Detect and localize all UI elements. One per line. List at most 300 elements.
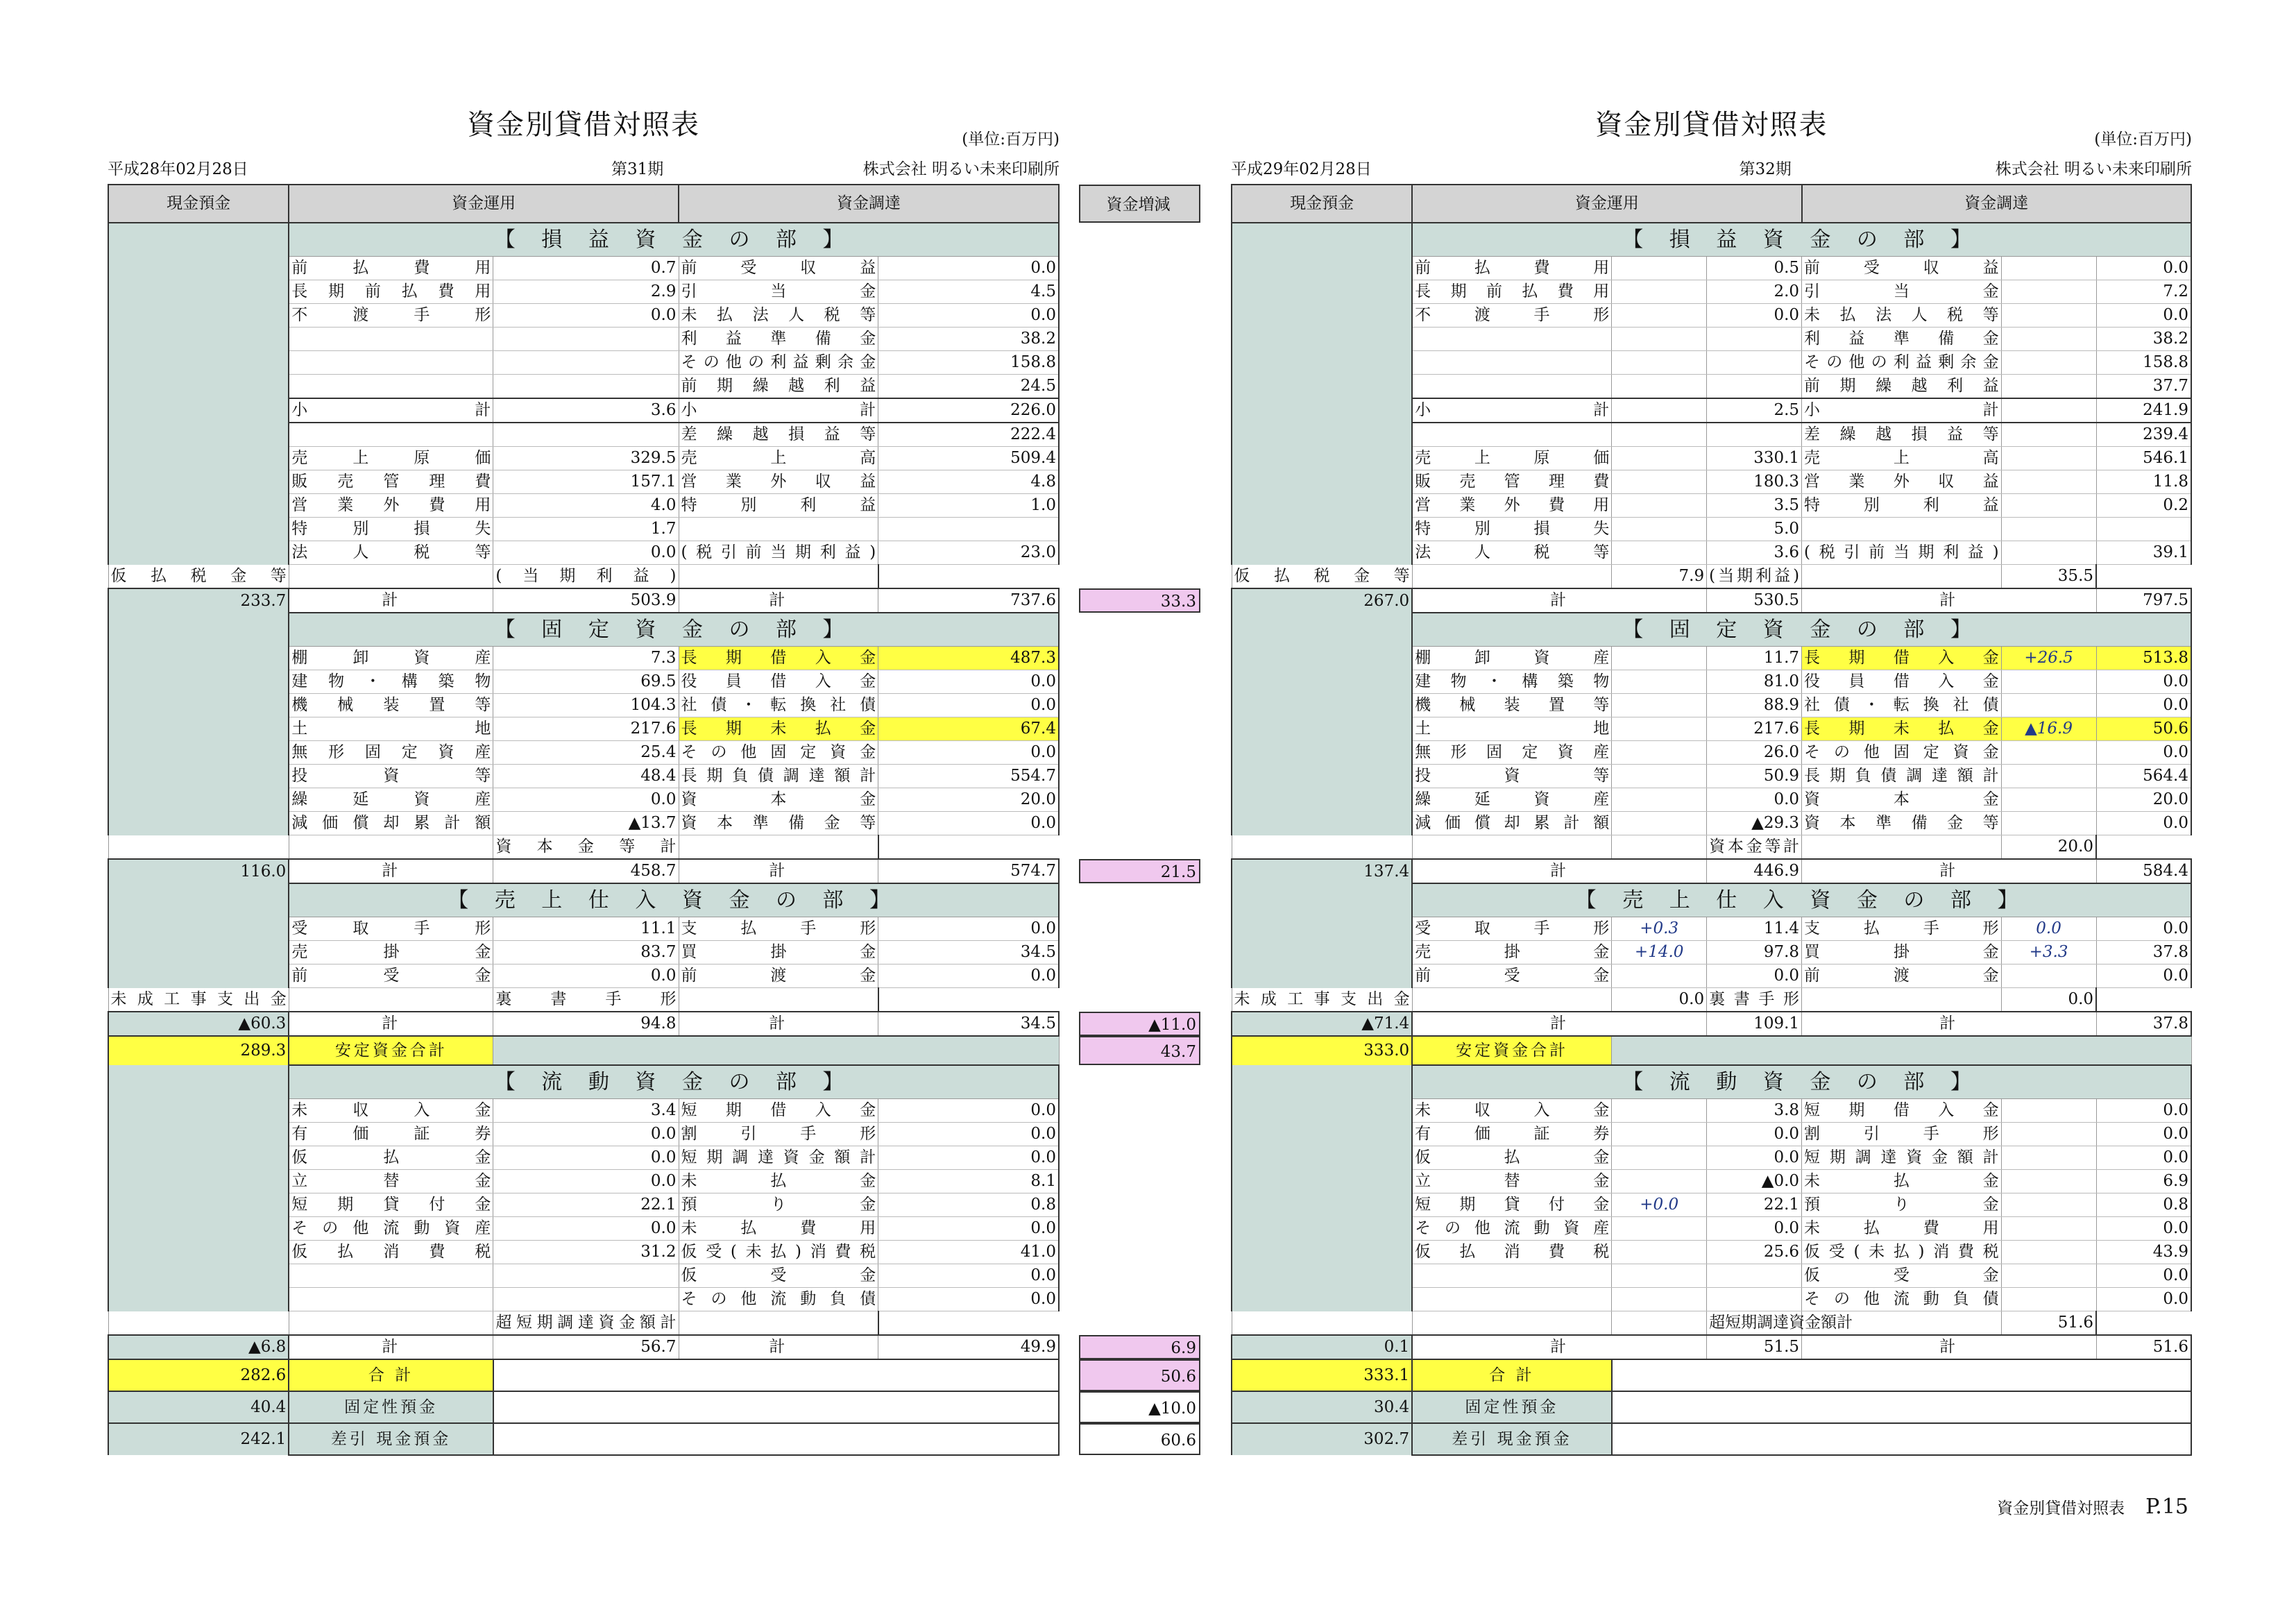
source-label: 売上高 <box>1802 447 2002 470</box>
section-title: 【 損 益 資 金 の 部 】 <box>289 223 1059 257</box>
source-delta <box>2001 423 2096 447</box>
use-label: 小 計 <box>1412 398 1612 423</box>
use-value: 25.6 <box>1707 1241 1802 1264</box>
column-header-cash: 現金預金 <box>1232 185 1412 223</box>
use-value <box>1707 375 1802 399</box>
fixed-deposit-label: 固定性預金 <box>289 1391 493 1423</box>
source-label: その他の利益剰余金 <box>679 351 878 375</box>
use-value: 3.8 <box>1707 1099 1802 1123</box>
source-delta: 0.0 <box>2001 917 2096 941</box>
use-value <box>1707 1288 1802 1311</box>
section-title-row <box>108 883 1059 917</box>
source-label: 長期借入金 <box>1802 647 2002 670</box>
use-label: 棚卸資産 <box>289 647 493 670</box>
use-delta <box>1612 717 1707 741</box>
section-title-row <box>1232 223 2191 257</box>
source-value: 241.9 <box>2096 398 2191 423</box>
table-row <box>108 565 1059 589</box>
use-label: 販売管理費 <box>289 470 493 494</box>
cash-total: ▲60.3 <box>108 1012 289 1036</box>
source-delta <box>2001 1170 2096 1193</box>
use-value: 0.0 <box>1707 965 1802 988</box>
use-value: ▲13.7 <box>493 812 679 835</box>
source-value: 0.0 <box>2096 741 2191 765</box>
use-value: 97.8 <box>1707 941 1802 965</box>
source-value: 7.2 <box>2096 280 2191 304</box>
use-label: 機械装置等 <box>289 694 493 717</box>
use-value: 0.0 <box>493 1170 679 1193</box>
use-label: 販売管理費 <box>1412 470 1612 494</box>
use-value: 7.3 <box>493 647 679 670</box>
source-delta <box>2001 447 2096 470</box>
use-label: 仮払金 <box>1412 1146 1612 1170</box>
use-value <box>1612 835 1707 860</box>
table-row <box>108 835 1059 860</box>
column-header-row <box>108 185 1059 223</box>
source-value: 0.0 <box>878 1264 1059 1288</box>
use-label: 土地 <box>1412 717 1612 741</box>
source-label: 未払費用 <box>1802 1217 2002 1241</box>
report-date: 平成28年02月28日 <box>108 160 248 178</box>
column-header-use: 資金運用 <box>1412 185 1801 223</box>
source-value: 0.0 <box>878 812 1059 835</box>
source-total-value: 49.9 <box>878 1335 1059 1359</box>
source-value: 487.3 <box>878 647 1059 670</box>
source-total-value: 574.7 <box>878 859 1059 883</box>
grand-cash: 333.1 <box>1232 1359 1412 1391</box>
source-label: 資本準備金等 <box>1802 812 2002 835</box>
filler <box>1612 1359 2191 1391</box>
use-label: 減価償却累計額 <box>1412 812 1612 835</box>
fixed-deposit-cash: 30.4 <box>1232 1391 1412 1423</box>
source-delta <box>2001 518 2096 541</box>
source-label: 前渡金 <box>1802 965 2002 988</box>
use-value <box>493 423 679 447</box>
source-value: 0.0 <box>2096 304 2191 328</box>
source-value: 239.4 <box>2096 423 2191 447</box>
use-value: 180.3 <box>1707 470 1802 494</box>
source-value: 0.0 <box>2096 257 2191 280</box>
source-value: 0.0 <box>2096 694 2191 717</box>
source-label: その他固定資金 <box>679 741 878 765</box>
source-total-label: 計 <box>679 1012 878 1036</box>
fiscal-period: 第31期 <box>611 160 664 178</box>
source-total-label: 計 <box>1802 1335 2096 1359</box>
use-delta <box>1612 470 1707 494</box>
fixed-deposit-cash: 40.4 <box>108 1391 289 1423</box>
cash-cell <box>1232 883 1412 988</box>
cash-cell <box>108 223 289 565</box>
source-value: 35.5 <box>2001 565 2096 589</box>
source-total-label: 計 <box>679 588 878 613</box>
table-row <box>1232 988 2191 1012</box>
use-value: 22.1 <box>1707 1193 1802 1217</box>
source-label: 役員借入金 <box>679 670 878 694</box>
source-value: 0.0 <box>878 1099 1059 1123</box>
use-label: その他流動資産 <box>1412 1217 1612 1241</box>
use-label: 長期前払費用 <box>289 280 493 304</box>
source-label: 小 計 <box>1802 398 2002 423</box>
source-delta <box>2001 328 2096 351</box>
source-label: 預り金 <box>1802 1193 2002 1217</box>
use-label: 仮払消費税 <box>289 1241 493 1264</box>
source-label: 利益準備金 <box>679 328 878 351</box>
use-total-value: 51.5 <box>1707 1335 1802 1359</box>
source-label: その他固定資金 <box>1802 741 2002 765</box>
source-delta <box>2001 1193 2096 1217</box>
source-value: 564.4 <box>2096 765 2191 788</box>
source-delta <box>2001 965 2096 988</box>
use-label <box>1412 328 1612 351</box>
section-total-row <box>1232 588 2191 613</box>
section-total-row <box>1232 1012 2191 1036</box>
fund-change-grand: 50.6 <box>1079 1359 1200 1391</box>
use-label: 仮払税金等 <box>1232 565 1412 589</box>
cash-cell <box>108 1065 289 1311</box>
source-label: 引当金 <box>1802 280 2002 304</box>
source-value: 0.0 <box>2096 1217 2191 1241</box>
use-delta: +0.3 <box>1612 917 1707 941</box>
source-value: 24.5 <box>878 375 1059 399</box>
use-delta <box>1612 647 1707 670</box>
source-label: 仮受金 <box>679 1264 878 1288</box>
use-label: 機械装置等 <box>1412 694 1612 717</box>
use-delta <box>1612 541 1707 565</box>
filler <box>493 1391 1059 1423</box>
stable-fund-row <box>1232 1036 2191 1065</box>
use-delta <box>1612 765 1707 788</box>
source-delta <box>2001 1241 2096 1264</box>
use-label <box>1412 351 1612 375</box>
source-value: 20.0 <box>878 788 1059 812</box>
net-cash-label: 差引 現金預金 <box>1412 1423 1612 1455</box>
use-delta <box>1612 788 1707 812</box>
source-value: 222.4 <box>878 423 1059 447</box>
company-name: 株式会社 明るい未来印刷所 <box>862 160 1060 178</box>
use-label: 土地 <box>289 717 493 741</box>
use-delta <box>1612 328 1707 351</box>
use-total-label: 計 <box>289 588 493 613</box>
source-value: 0.0 <box>878 741 1059 765</box>
use-total-label: 計 <box>1412 588 1706 613</box>
use-label: 短期貸付金 <box>289 1193 493 1217</box>
use-delta: +14.0 <box>1612 941 1707 965</box>
use-label: 受取手形 <box>1412 917 1612 941</box>
source-delta <box>2001 541 2096 565</box>
source-delta <box>2001 741 2096 765</box>
source-label: (当期利益) <box>493 565 679 589</box>
net-cash-row <box>108 1423 1059 1455</box>
source-delta <box>2001 1146 2096 1170</box>
source-label: 裏書手形 <box>493 988 679 1012</box>
use-delta <box>1612 375 1707 399</box>
source-label: 未払費用 <box>679 1217 878 1241</box>
source-value: 37.8 <box>2096 941 2191 965</box>
use-value: 2.5 <box>1707 398 1802 423</box>
use-value: 0.0 <box>493 965 679 988</box>
page-footer <box>1997 1495 2188 1519</box>
source-value: 0.0 <box>878 694 1059 717</box>
source-label <box>1802 518 2002 541</box>
use-total-label: 計 <box>1412 1335 1706 1359</box>
source-label: 資本金等計 <box>1707 835 1802 860</box>
use-delta: +0.0 <box>1612 1193 1707 1217</box>
column-header-source: 資金調達 <box>1802 185 2191 223</box>
source-delta <box>679 565 878 589</box>
source-label: 割引手形 <box>679 1123 878 1146</box>
source-label: 社債・転換社債 <box>1802 694 2002 717</box>
source-value: 0.0 <box>2096 965 2191 988</box>
use-value <box>493 375 679 399</box>
use-delta <box>1612 1241 1707 1264</box>
filler <box>1612 1423 2191 1455</box>
section-title-row <box>1232 613 2191 647</box>
use-value: 157.1 <box>493 470 679 494</box>
filler <box>493 1036 1059 1065</box>
source-label: 前期繰越利益 <box>1802 375 2002 399</box>
use-value: 104.3 <box>493 694 679 717</box>
use-value: 69.5 <box>493 670 679 694</box>
cash-cell <box>108 883 289 988</box>
use-label: 仮払税金等 <box>108 565 289 589</box>
use-label: 未成工事支出金 <box>108 988 289 1012</box>
use-value: 48.4 <box>493 765 679 788</box>
source-value: 0.0 <box>2096 917 2191 941</box>
page-title: 資金別貸借対照表 <box>1595 109 1828 141</box>
source-delta <box>2001 1264 2096 1288</box>
source-value: 8.1 <box>878 1170 1059 1193</box>
source-delta <box>2001 1288 2096 1311</box>
use-value: 0.0 <box>493 1123 679 1146</box>
use-value: 4.0 <box>493 494 679 518</box>
source-label: 長期借入金 <box>679 647 878 670</box>
source-label: 引当金 <box>679 280 878 304</box>
use-delta <box>1612 398 1707 423</box>
source-value: 546.1 <box>2096 447 2191 470</box>
source-value: 41.0 <box>878 1241 1059 1264</box>
column-header-row <box>1232 185 2191 223</box>
use-delta <box>1612 1123 1707 1146</box>
source-delta: +3.3 <box>2001 941 2096 965</box>
cash-total: 116.0 <box>108 859 289 883</box>
use-total-label: 計 <box>1412 1012 1706 1036</box>
use-label: 減価償却累計額 <box>289 812 493 835</box>
source-delta <box>2001 1217 2096 1241</box>
source-total-value: 34.5 <box>878 1012 1059 1036</box>
cash-total: 267.0 <box>1232 588 1412 613</box>
column-header-cash: 現金預金 <box>108 185 289 223</box>
source-label: 長期負債調達額計 <box>679 765 878 788</box>
use-delta <box>1612 304 1707 328</box>
use-label: 棚卸資産 <box>1412 647 1612 670</box>
source-delta <box>2001 494 2096 518</box>
source-label: 利益準備金 <box>1802 328 2002 351</box>
source-value: 51.6 <box>2001 1311 2096 1336</box>
source-delta <box>2001 765 2096 788</box>
use-label: その他流動資産 <box>289 1217 493 1241</box>
source-value: 6.9 <box>2096 1170 2191 1193</box>
use-delta <box>1412 835 1612 860</box>
use-value <box>493 1288 679 1311</box>
cash-cell <box>108 613 289 835</box>
use-value: 1.7 <box>493 518 679 541</box>
source-value: 0.0 <box>878 1123 1059 1146</box>
use-label: 前受金 <box>289 965 493 988</box>
fixed-deposit-row <box>108 1391 1059 1423</box>
source-label: 前渡金 <box>679 965 878 988</box>
use-value: 3.6 <box>1707 541 1802 565</box>
section-title: 【 損 益 資 金 の 部 】 <box>1412 223 2191 257</box>
use-delta <box>1612 280 1707 304</box>
section-total-row <box>108 1335 1059 1359</box>
filler <box>1612 1036 2191 1065</box>
filler <box>1612 1391 2191 1423</box>
source-delta <box>1802 565 2002 589</box>
source-value: 0.0 <box>878 670 1059 694</box>
source-value: 4.8 <box>878 470 1059 494</box>
source-value: 43.9 <box>2096 1241 2191 1264</box>
use-value: 25.4 <box>493 741 679 765</box>
filler <box>493 1423 1059 1455</box>
use-value: ▲0.0 <box>1707 1170 1802 1193</box>
source-label: 短期調達資金額計 <box>679 1146 878 1170</box>
source-label: 買掛金 <box>1802 941 2002 965</box>
unit-label: (単位:百万円) <box>962 130 1060 148</box>
use-label <box>1412 1264 1612 1288</box>
source-label: 売上高 <box>679 447 878 470</box>
use-label: 小 計 <box>289 398 493 423</box>
source-label: 未払法人税等 <box>679 304 878 328</box>
source-label: (当期利益) <box>1707 565 1802 589</box>
use-value: 81.0 <box>1707 670 1802 694</box>
section-title: 【 固 定 資 金 の 部 】 <box>289 613 1059 647</box>
section-total-row <box>1232 1335 2191 1359</box>
use-value <box>493 328 679 351</box>
source-delta <box>2001 788 2096 812</box>
use-total-value: 56.7 <box>493 1335 679 1359</box>
column-header-use: 資金運用 <box>289 185 679 223</box>
source-label: 資本金 <box>679 788 878 812</box>
section-title-row <box>1232 883 2191 917</box>
use-delta <box>1612 447 1707 470</box>
source-delta <box>2001 1123 2096 1146</box>
section-title: 【 売 上 仕 入 資 金 の 部 】 <box>289 883 1059 917</box>
use-value <box>1612 1311 1707 1336</box>
grand-cash: 282.6 <box>108 1359 289 1391</box>
source-value: 38.2 <box>2096 328 2191 351</box>
use-delta <box>1612 1099 1707 1123</box>
use-value: 329.5 <box>493 447 679 470</box>
source-value: 0.0 <box>878 965 1059 988</box>
fund-change-current: 6.9 <box>1079 1335 1200 1359</box>
use-label <box>1232 835 1412 860</box>
fund-change-fixed-deposit: ▲10.0 <box>1079 1391 1200 1423</box>
net-cash: 302.7 <box>1232 1423 1412 1455</box>
net-cash: 242.1 <box>108 1423 289 1455</box>
use-label: 売掛金 <box>1412 941 1612 965</box>
use-label: 法人税等 <box>1412 541 1612 565</box>
use-value: 11.4 <box>1707 917 1802 941</box>
use-label <box>1232 1311 1412 1336</box>
use-label: 未成工事支出金 <box>1232 988 1412 1012</box>
stable-cash: 289.3 <box>108 1036 289 1065</box>
source-label: 未払法人税等 <box>1802 304 2002 328</box>
fixed-deposit-row <box>1232 1391 2191 1423</box>
use-label: 特別損失 <box>1412 518 1612 541</box>
use-value: 11.1 <box>493 917 679 941</box>
source-value: 0.2 <box>2096 494 2191 518</box>
use-label: 無形固定資産 <box>289 741 493 765</box>
source-label: (税引前当期利益) <box>679 541 878 565</box>
source-label: 裏書手形 <box>1707 988 1802 1012</box>
fiscal-period: 第32期 <box>1739 160 1792 178</box>
source-label: その他流動負債 <box>1802 1288 2002 1311</box>
grand-total-row <box>1232 1359 2191 1391</box>
source-delta: +26.5 <box>2001 647 2096 670</box>
use-value: 0.0 <box>1707 1217 1802 1241</box>
use-value: 0.0 <box>1707 1123 1802 1146</box>
source-label: 差繰越損益等 <box>679 423 878 447</box>
use-label: 建物・構築物 <box>1412 670 1612 694</box>
use-delta <box>1612 1146 1707 1170</box>
use-label: 建物・構築物 <box>289 670 493 694</box>
use-value: 5.0 <box>1707 518 1802 541</box>
source-label: 買掛金 <box>679 941 878 965</box>
source-delta <box>679 835 878 860</box>
source-total-value: 37.8 <box>2096 1012 2191 1036</box>
use-label: 売上原価 <box>1412 447 1612 470</box>
source-total-value: 797.5 <box>2096 588 2191 613</box>
use-delta <box>1612 694 1707 717</box>
company-name: 株式会社 明るい未来印刷所 <box>1995 160 2192 178</box>
use-value <box>1707 328 1802 351</box>
use-label <box>1412 375 1612 399</box>
source-total-label: 計 <box>1802 859 2096 883</box>
source-label: その他の利益剰余金 <box>1802 351 2002 375</box>
source-delta <box>2001 280 2096 304</box>
source-total-label: 計 <box>679 859 878 883</box>
source-label: 小 計 <box>679 398 878 423</box>
use-delta <box>1612 351 1707 375</box>
source-value: 39.1 <box>2096 541 2191 565</box>
use-delta <box>1612 741 1707 765</box>
use-value: 2.9 <box>493 280 679 304</box>
source-delta <box>2001 694 2096 717</box>
section-title: 【 売 上 仕 入 資 金 の 部 】 <box>1412 883 2191 917</box>
use-value <box>1707 1264 1802 1288</box>
source-label: 前期繰越利益 <box>679 375 878 399</box>
use-delta <box>1412 988 1612 1012</box>
use-delta <box>289 565 493 589</box>
cash-total: ▲6.8 <box>108 1335 289 1359</box>
source-value: 67.4 <box>878 717 1059 741</box>
source-value: 0.0 <box>878 1288 1059 1311</box>
use-value: 0.0 <box>493 1217 679 1241</box>
source-value: 0.0 <box>2096 1099 2191 1123</box>
source-label: 割引手形 <box>1802 1123 2002 1146</box>
source-label: 特別利益 <box>1802 494 2002 518</box>
source-value: 226.0 <box>878 398 1059 423</box>
use-total-value: 458.7 <box>493 859 679 883</box>
use-delta <box>1612 423 1707 447</box>
source-label: 短期借入金 <box>1802 1099 2002 1123</box>
use-delta <box>1612 257 1707 280</box>
use-delta <box>1612 965 1707 988</box>
use-value: 0.0 <box>1612 988 1707 1012</box>
net-cash-label: 差引 現金預金 <box>289 1423 493 1455</box>
source-delta <box>2001 470 2096 494</box>
source-label: 営業外収益 <box>1802 470 2002 494</box>
